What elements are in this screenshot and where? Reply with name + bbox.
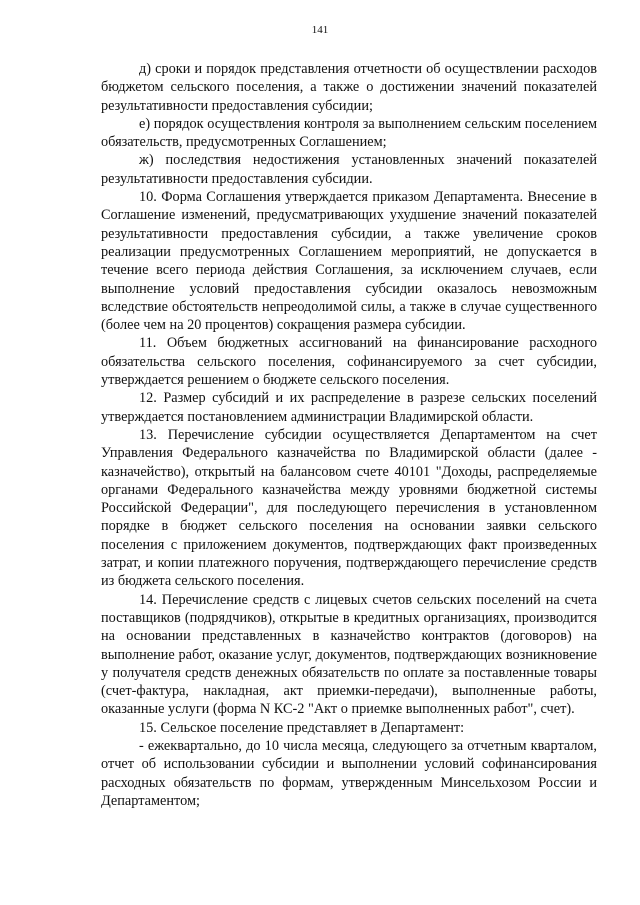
page-number: 141 (311, 24, 329, 36)
paragraph-15-item-1: - ежеквартально, до 10 числа месяца, следующего за отчетным кварталом, отчет об использовании субсидии и выполнении условий софинансирования расходных обязательств по формам, утвержденным Минсельхозом России и Департаментом; (101, 737, 597, 809)
paragraph-13: 13. Перечисление субсидии осуществляется Департаментом на счет Управления Федерального казначейства по Владимирской области (далее - казначейство), открытый на балансовом счете 40101 "Доходы, распределяемые органами Федерального казначейства между уровнями бюджетной системы Российской Федерации", для последующего перечисления в установленном порядке в бюджет сельского поселения на основании заявки сельского поселения с приложением документов, подтверждающих факт произведенных затрат, и копии платежного поручения, подтверждающего перечисление средств из бюджета сельского поселения. (101, 426, 597, 590)
paragraph-11: 11. Объем бюджетных ассигнований на финансирование расходного обязательства сельского поселения, софинансируемого за счет субсидии, утверждается решением о бюджете сельского поселения. (101, 335, 597, 389)
paragraph-zh: ж) последствия недостижения установленных значений показателей результативности предоставления субсидии. (101, 152, 597, 187)
document-body (101, 60, 597, 810)
paragraph-12: 12. Размер субсидий и их распределение в разрезе сельских поселений утверждается постановлением администрации Владимирской области. (101, 390, 597, 425)
paragraph-15: 15. Сельское поселение представляет в Департамент: (139, 719, 465, 736)
paragraph-14: 14. Перечисление средств с лицевых счетов сельских поселений на счета поставщиков (подрядчиков), открытые в кредитных организациях, производится на основании представленных в казначейство контрактов (договоров) на выполнение работ, оказание услуг, документов, подтверждающих возникновение у получателя средств денежных обязательств по оплате за поставленные товары (счет-фактура, накладная, акт приемки-передачи), выполненные работы, оказанные услуги (форма N КС-2 "Акт о приемке выполненных работ", счет). (101, 591, 597, 718)
paragraph-e: е) порядок осуществления контроля за выполнением сельским поселением обязательств, предусмотренных Соглашением; (101, 115, 597, 151)
paragraph-10: 10. Форма Соглашения утверждается приказом Департамента. Внесение в Соглашение изменений, предусматривающих ухудшение значений показателей результативности предоставления субсидии, а также увеличение сроков реализации предусмотренных Соглашением мероприятий, не допускается в течение всего периода действия Соглашения, за исключением случаев, если выполнение условий предоставления субсидии оказалось невозможным вследствие обстоятельств непреодолимой силы, а также в случае существенного (более чем на 20 процентов) сокращения размера субсидии. (101, 189, 597, 334)
paragraph-d: д) сроки и порядок представления отчетности об осуществлении расходов бюджетом сельского поселения, а также о достижении значений показателей результативности предоставления субсидии; (101, 61, 597, 114)
